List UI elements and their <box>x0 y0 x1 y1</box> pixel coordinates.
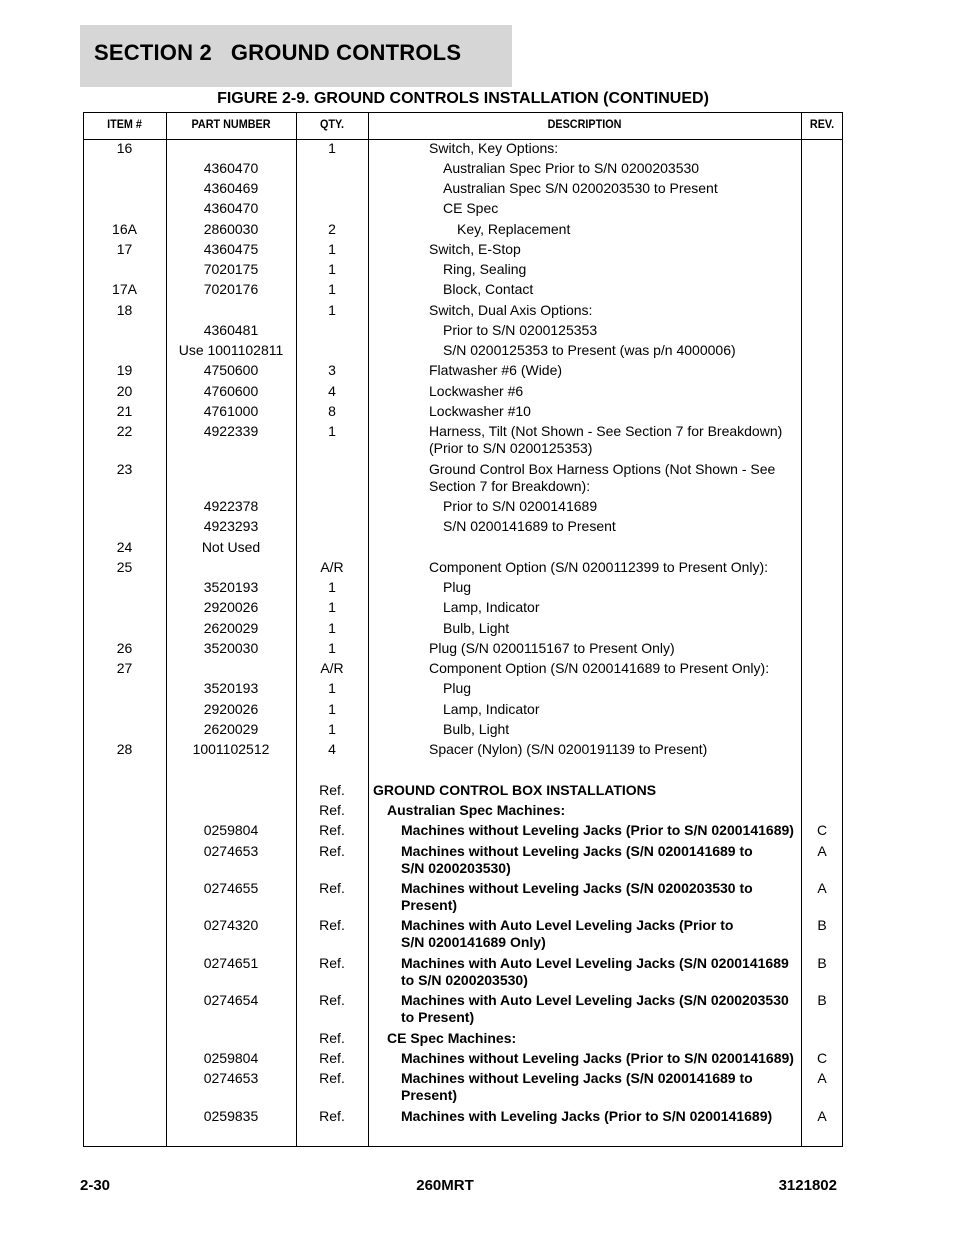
rev-cell: A <box>817 1108 827 1124</box>
part-number-cell: 4922339 <box>203 423 259 439</box>
model-name: 260MRT <box>416 1177 474 1194</box>
description-cell <box>443 498 597 515</box>
description-line: Machines with Auto Level Leveling Jacks (S/N 0200203530 <box>401 992 789 1008</box>
column-divider <box>368 112 369 1147</box>
description-line: Switch, E-Stop <box>429 241 521 257</box>
part-number-cell: 0274653 <box>203 1070 259 1086</box>
item-cell: 19 <box>116 362 133 378</box>
description-cell <box>401 1070 753 1104</box>
part-number-cell: 4360470 <box>203 200 259 216</box>
qty-cell: 1 <box>328 620 336 636</box>
description-cell <box>443 160 699 177</box>
item-cell: 28 <box>116 741 133 757</box>
description-cell <box>429 383 523 400</box>
part-number-cell: Use 1001102811 <box>178 342 284 358</box>
qty-cell: 8 <box>328 403 336 419</box>
item-cell: 27 <box>116 660 133 676</box>
qty-cell: 1 <box>328 140 336 156</box>
description-cell <box>429 403 531 420</box>
part-number-cell: 3520193 <box>203 680 259 696</box>
part-number-cell: 2920026 <box>203 599 259 615</box>
description-cell <box>443 180 718 197</box>
part-number-cell: Not Used <box>201 539 261 555</box>
description-line: CE Spec <box>443 200 499 216</box>
description-cell <box>443 620 509 637</box>
qty-cell: Ref. <box>319 917 345 933</box>
description-line: Prior to S/N 0200125353 <box>443 322 598 338</box>
description-cell <box>429 362 562 379</box>
header-description: DESCRIPTION <box>547 117 622 131</box>
qty-cell: Ref. <box>319 1030 345 1046</box>
qty-cell: 1 <box>328 261 336 277</box>
qty-cell: 4 <box>328 383 336 399</box>
part-number-cell: 4922378 <box>203 498 259 514</box>
header-rev: REV. <box>809 117 835 131</box>
description-line: Present) <box>401 897 458 913</box>
part-number-cell: 2920026 <box>203 701 259 717</box>
rev-cell: A <box>817 1070 827 1086</box>
part-number-cell: 0274651 <box>203 955 259 971</box>
description-line: Component Option (S/N 0200141689 to Present Only): <box>429 660 770 676</box>
qty-cell: Ref. <box>319 843 345 859</box>
description-line: Machines with Leveling Jacks (Prior to S/N 0200141689) <box>401 1108 773 1124</box>
description-cell <box>429 302 592 319</box>
header-part-number: PART NUMBER <box>191 117 271 131</box>
description-line: to Present) <box>401 1009 475 1025</box>
part-number-cell: 0274655 <box>203 880 259 896</box>
description-cell <box>401 880 753 914</box>
description-line: Lockwasher #6 <box>429 383 524 399</box>
part-number-cell: 2620029 <box>203 620 259 636</box>
description-cell <box>443 701 540 718</box>
qty-cell: Ref. <box>319 1050 345 1066</box>
item-cell: 25 <box>116 559 133 575</box>
description-cell <box>443 200 498 217</box>
qty-cell: 1 <box>328 680 336 696</box>
description-line: Plug <box>443 680 472 696</box>
description-line: Machines without Leveling Jacks (S/N 0200141689 to <box>401 1070 753 1086</box>
description-cell <box>429 241 521 258</box>
description-cell <box>443 579 471 596</box>
description-cell <box>387 1030 516 1047</box>
qty-cell: 1 <box>328 423 336 439</box>
description-cell <box>443 342 736 359</box>
part-number-cell: 1001102512 <box>192 741 270 757</box>
description-cell <box>443 261 526 278</box>
part-number-cell: 0274320 <box>203 917 259 933</box>
description-line: Australian Spec S/N 0200203530 to Present <box>443 180 718 196</box>
rev-cell: A <box>817 880 827 896</box>
description-cell <box>401 1108 772 1125</box>
qty-cell: 1 <box>328 241 336 257</box>
description-cell <box>443 599 540 616</box>
description-line: Harness, Tilt (Not Shown - See Section 7 for Breakdown) <box>429 423 783 439</box>
description-line: Ring, Sealing <box>443 261 527 277</box>
qty-cell: Ref. <box>319 1108 345 1124</box>
part-number-cell: 4360469 <box>203 180 259 196</box>
description-line: S/N 0200141689 to Present <box>443 518 616 534</box>
part-number-cell: 4761000 <box>203 403 259 419</box>
item-cell: 17A <box>112 281 137 297</box>
description-cell <box>429 640 675 657</box>
description-line: Australian Spec Prior to S/N 0200203530 <box>443 160 700 176</box>
part-number-cell: 4750600 <box>203 362 259 378</box>
description-line: S/N 0200125353 to Present (was p/n 4000006) <box>443 342 736 358</box>
description-cell <box>443 680 471 697</box>
description-line: to S/N 0200203530) <box>401 972 528 988</box>
description-cell <box>429 140 558 157</box>
description-line: Spacer (Nylon) (S/N 0200191139 to Present) <box>429 741 708 757</box>
part-number-cell: 4360481 <box>203 322 259 338</box>
description-line: Bulb, Light <box>443 620 510 636</box>
part-number-cell: 0274654 <box>203 992 259 1008</box>
description-cell <box>443 281 533 298</box>
part-number-cell: 2620029 <box>203 721 259 737</box>
qty-cell: 1 <box>328 579 336 595</box>
description-line: Bulb, Light <box>443 721 510 737</box>
header-item: ITEM # <box>107 117 142 131</box>
description-line: Machines with Auto Level Leveling Jacks (Prior to <box>401 917 734 933</box>
qty-cell: 2 <box>328 221 336 237</box>
description-cell <box>401 992 789 1026</box>
description-line: Lamp, Indicator <box>443 599 540 615</box>
item-cell: 17 <box>116 241 133 257</box>
part-number-cell: 4760600 <box>203 383 259 399</box>
description-line: Switch, Key Options: <box>429 140 559 156</box>
description-line: Switch, Dual Axis Options: <box>429 302 593 318</box>
item-cell: 16 <box>116 140 133 156</box>
description-cell <box>443 721 509 738</box>
description-line: Key, Replacement <box>457 221 571 237</box>
qty-cell: Ref. <box>319 955 345 971</box>
description-cell <box>429 741 707 758</box>
page-number: 2-30 <box>80 1177 111 1194</box>
description-line: Plug (S/N 0200115167 to Present Only) <box>429 640 675 656</box>
item-cell: 21 <box>116 403 133 419</box>
description-line: Lamp, Indicator <box>443 701 540 717</box>
item-cell: 16A <box>112 221 137 237</box>
description-line: S/N 0200141689 Only) <box>401 934 546 950</box>
qty-cell: A/R <box>320 559 344 575</box>
part-number-cell: 0259835 <box>203 1108 259 1124</box>
qty-cell: Ref. <box>319 992 345 1008</box>
description-cell <box>401 843 753 877</box>
item-cell: 24 <box>116 539 133 555</box>
qty-cell: 4 <box>328 741 336 757</box>
qty-cell: 1 <box>328 281 336 297</box>
part-number-cell: 4360470 <box>203 160 259 176</box>
qty-cell: Ref. <box>319 802 345 818</box>
rev-cell: C <box>816 822 828 838</box>
qty-cell: 1 <box>328 721 336 737</box>
part-number-cell: 2860030 <box>203 221 259 237</box>
rev-cell: C <box>816 1050 828 1066</box>
description-line: Prior to S/N 0200141689 <box>443 498 598 514</box>
qty-cell: 1 <box>328 640 336 656</box>
description-cell <box>443 322 597 339</box>
qty-cell: Ref. <box>319 880 345 896</box>
description-line: Machines with Auto Level Leveling Jacks (S/N 0200141689 <box>401 955 789 971</box>
part-number-cell: 4923293 <box>203 518 259 534</box>
item-cell: 26 <box>116 640 133 656</box>
description-line: Machines without Leveling Jacks (S/N 0200141689 to <box>401 843 753 859</box>
description-line: Australian Spec Machines: <box>387 802 566 818</box>
description-line: Present) <box>401 1087 458 1103</box>
document-number: 3121802 <box>778 1177 837 1194</box>
description-cell <box>401 955 789 989</box>
description-line: Block, Contact <box>443 281 534 297</box>
description-cell <box>443 518 616 535</box>
description-cell <box>457 221 570 238</box>
description-cell <box>429 660 769 677</box>
description-cell <box>429 423 782 457</box>
qty-cell: 1 <box>328 599 336 615</box>
part-number-cell: 3520193 <box>203 579 259 595</box>
description-line: Plug <box>443 579 472 595</box>
section-title: SECTION 2 GROUND CONTROLS <box>94 40 462 65</box>
description-cell <box>373 782 656 799</box>
description-line: S/N 0200203530) <box>401 860 511 876</box>
description-cell <box>401 1050 794 1067</box>
item-cell: 20 <box>116 383 133 399</box>
header-qty: QTY. <box>319 117 344 131</box>
rev-cell: B <box>817 955 827 971</box>
description-cell <box>401 822 794 839</box>
qty-cell: Ref. <box>319 1070 345 1086</box>
description-line: GROUND CONTROL BOX INSTALLATIONS <box>373 782 657 798</box>
description-line: Ground Control Box Harness Options (Not Shown - See <box>429 461 776 477</box>
description-cell <box>401 917 733 951</box>
description-line: Machines without Leveling Jacks (S/N 0200203530 to <box>401 880 753 896</box>
rev-cell: A <box>817 843 827 859</box>
part-number-cell: 7020175 <box>203 261 259 277</box>
description-line: Flatwasher #6 (Wide) <box>429 362 563 378</box>
description-line: Lockwasher #10 <box>429 403 531 419</box>
qty-cell: 3 <box>328 362 336 378</box>
part-number-cell: 7020176 <box>203 281 259 297</box>
part-number-cell: 0259804 <box>203 1050 259 1066</box>
description-line: Component Option (S/N 0200112399 to Present Only): <box>429 559 769 575</box>
item-cell: 18 <box>116 302 133 318</box>
qty-cell: A/R <box>320 660 344 676</box>
rev-cell: B <box>817 992 827 1008</box>
description-cell <box>429 461 775 495</box>
part-number-cell: 3520030 <box>203 640 259 656</box>
qty-cell: 1 <box>328 701 336 717</box>
description-cell <box>429 559 768 576</box>
rev-cell: B <box>817 917 827 933</box>
description-line: Machines without Leveling Jacks (Prior to S/N 0200141689) <box>401 1050 794 1066</box>
description-cell <box>387 802 565 819</box>
qty-cell: 1 <box>328 302 336 318</box>
figure-title: FIGURE 2-9. GROUND CONTROLS INSTALLATION (CONTINUED) <box>217 90 709 107</box>
part-number-cell: 0259804 <box>203 822 259 838</box>
qty-cell: Ref. <box>319 782 345 798</box>
qty-cell: Ref. <box>319 822 345 838</box>
description-line: Section 7 for Breakdown): <box>429 478 591 494</box>
item-cell: 23 <box>116 461 133 477</box>
description-line: CE Spec Machines: <box>387 1030 517 1046</box>
description-line: (Prior to S/N 0200125353) <box>429 440 593 456</box>
item-cell: 22 <box>116 423 133 439</box>
description-line: Machines without Leveling Jacks (Prior to S/N 0200141689) <box>401 822 794 838</box>
part-number-cell: 0274653 <box>203 843 259 859</box>
part-number-cell: 4360475 <box>203 241 259 257</box>
